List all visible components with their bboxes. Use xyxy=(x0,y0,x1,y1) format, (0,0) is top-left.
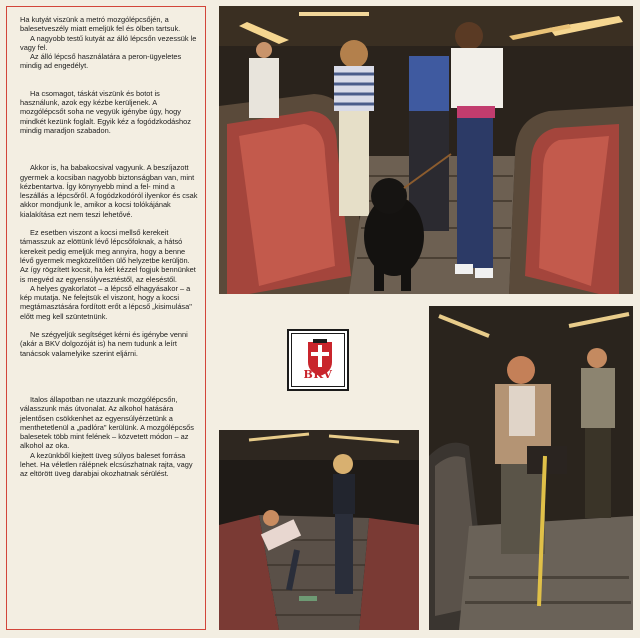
paragraph-pram: Akkor is, ha babakocsival vagyunk. A beszíjazott gyermek a kocsiban nagyobb biztonságban van, mint kézbentartva. Így könynyebb mind a fel- mind a leszállás a lépcsőről. A fogódzkodóról ilyenkor és csak akkor mondjunk le, amikor a kocsi tolókájának kialakítása ezt nem teszi lehetővé. xyxy=(20,163,198,219)
paragraph-bottle: A kezünkből kiejtett üveg súlyos baleset forrása lehet. Ha véletlen rálépnek elcsúszhatnak rajta, vagy az eltörött üveg darabjai okozhatnak sérülést. xyxy=(20,450,193,479)
bkv-logo xyxy=(287,329,349,391)
escalator-dog-photo xyxy=(219,6,633,294)
article-text-column xyxy=(6,6,206,630)
paragraph-standing-stairs: Az álló lépcső használatára a peron-ügyeletes mindig ad engedélyt. xyxy=(20,52,182,71)
escalator-cane-photo xyxy=(429,306,633,630)
paragraph-dog-carry: Ha kutyát viszünk a metró mozgólépcsőjén, a balesetveszély miatt emeljük fel és ölben tartsuk. xyxy=(20,15,181,34)
paragraph-ask-help: Ne szégyeljük segítséget kérni és igénybe venni (akár a BKV dolgozóját is) ha nem tudunk a leírt tanácsok valamelyike szerint eljárni. xyxy=(20,330,188,358)
escalator-fall-photo xyxy=(219,430,419,630)
paragraph-dog-large: A nagyobb testű kutyát az álló lépcsőn vezessük le vagy fel. xyxy=(20,33,197,52)
paragraph-practice: A helyes gyakorlatot – a lépcső elhagyásakor – a kép mutatja. Ne felejtsük el viszont, hogy a kocsi megtámasztására fordított erőt a lépcső „kisimulása" előtt meg kell szüntetnünk. xyxy=(20,283,192,321)
bkv-logo-text: BKV xyxy=(303,368,333,381)
paragraph-pram-wheels: Ez esetben viszont a kocsi mellső kerekeit támasszuk az elöttünk lévő lépcsőfoknak, a hátsó kerekeit pedig emeljük meg annyira, hogy a benne lévő gyermek megközelítően ülő helyzetbe kerüljön. Az így rögzített kocsit, ha két kézzel fogjuk bennünket is megvéd az egyensúlyvesztéstől, az eleséstől. xyxy=(20,228,196,284)
paragraph-luggage: Ha csomagot, táskát viszünk és botot is használunk, azok egy kézbe kerüljenek. A mozgólépcsőt soha ne vegyük igénybe úgy, hogy mindkét kezünk foglalt. Egyik kéz a fogódzkodáshoz mindig maradjon szabadon. xyxy=(20,88,191,135)
paragraph-alcohol: Italos állapotban ne utazzunk mozgólépcsőn, válasszunk más útvonalat. Az alkohol hatására jelentősen csökkenhet az egyensúlyérzetünk a menthetetlenül a „padlóra" kerülünk. A mozgólépcsős balesetek több mint felének – közvetett módon – az alkohol az oka. xyxy=(20,394,194,451)
bkv-crest-icon xyxy=(292,334,348,390)
